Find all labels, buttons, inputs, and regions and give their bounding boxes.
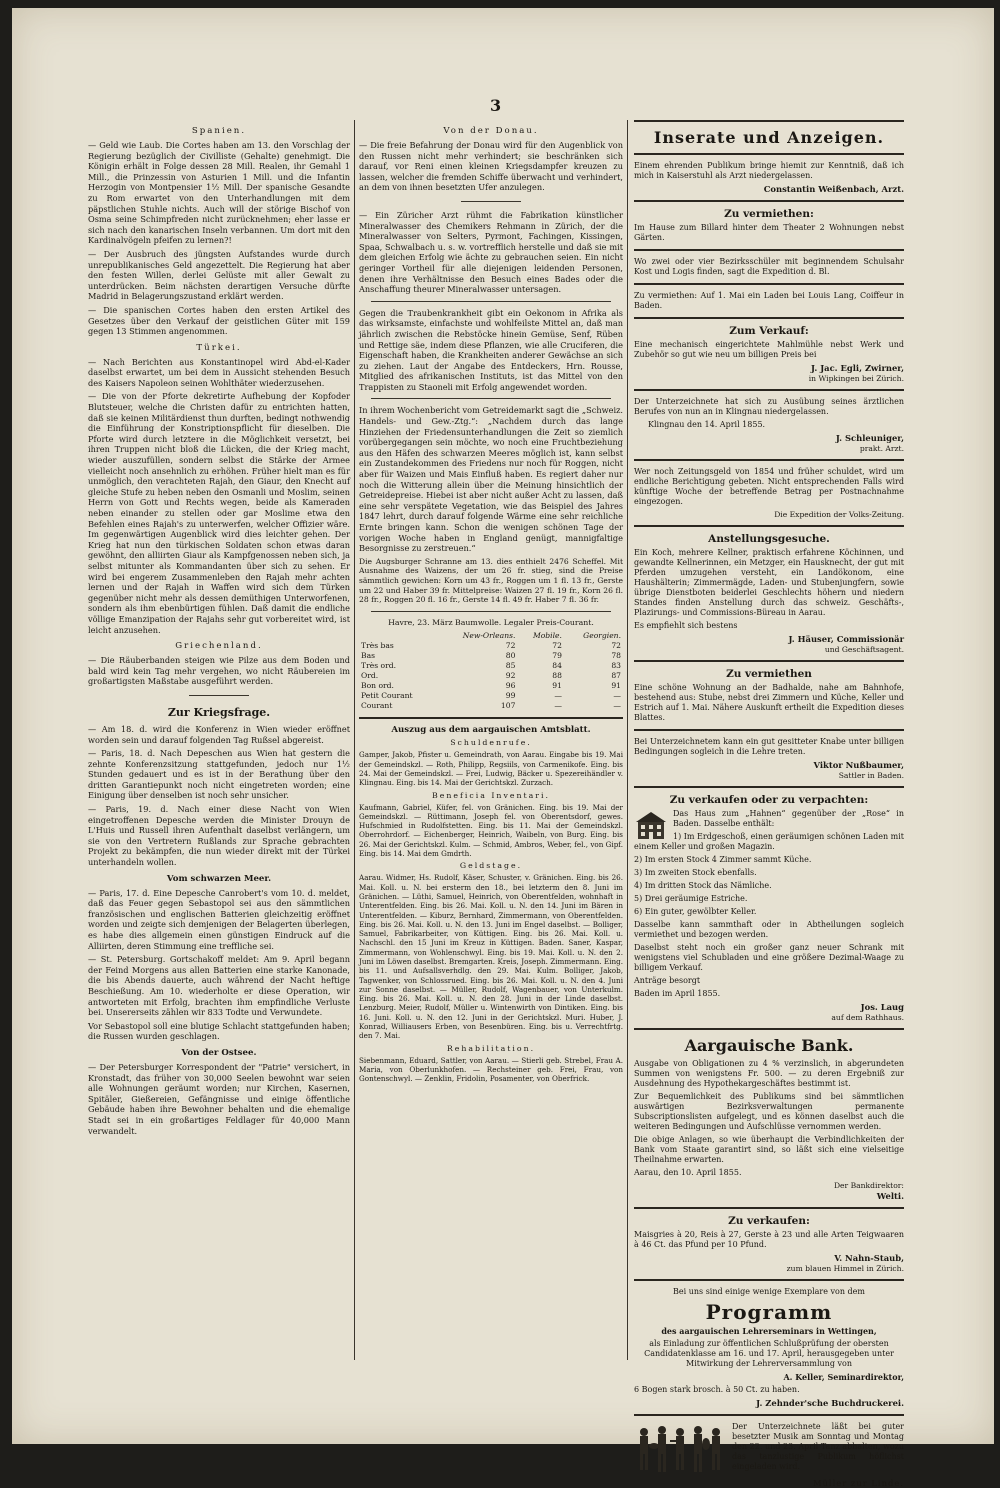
article-paragraph: — Ein Züricher Arzt rühmt die Fabrikation künstlicher Mineralwasser des Chemikers Rehmann in Zürich, der die Mineralwasser von Selters, Pyrmont, Fachingen, Kissingen, Spaa, Schwalbach u. s. w. vortrefflich herstelle und daß sie mit dem gleichen Erfolg wie ächte zu gebrauchen seien. Ein nicht geringer Vortheil für alle diejenigen leidenden Personen, denen ihre Verhältnisse den Besuch eines Bades oder die Anschaffung theurer Mineralwasser untersagen.: [359, 209, 623, 295]
section-divider: [359, 717, 623, 719]
ad-text: Wo zwei oder vier Bezirksschüler mit beginnendem Schulsahr Kost und Logis finden, sagt die Expedition d. Bl.: [634, 257, 904, 276]
table-cell: 72: [552, 641, 562, 651]
ad-heading: Zu verkaufen oder zu verpachten:: [669, 794, 869, 806]
program-title: Programm: [705, 1300, 833, 1324]
bank-paragraph: Ausgabe von Obligationen zu 4 % verzinslich, in abgerundeten Summen von wenigstens Fr. 500. — zu deren Ergebniß zur Ausdehnung des Hypothekargeschäftes bestimmt ist.: [634, 1059, 904, 1088]
table-cell: 96: [505, 681, 516, 691]
table-cell: 83: [611, 661, 621, 671]
article-paragraph: Die Augsburger Schranne am 13. dies enthielt 2476 Scheffel. Mit Ausnahme des Waizens, der um 26 fr. stieg, sind die Preise sämmtlich gewichen: Korn um 43 fr., Roggen um 1 fl. 13 fr., Gerste um 22 und Haber 39 fr. Mittelpreise: Waizen 27 fl. 19 fr., Korn 26 fl. 28 fr., Roggen 20 fl. 16 fr., Gerste 14 fl. 49 fr. Haber 7 fl. 36 fr.: [359, 556, 623, 605]
table-cell: 107: [500, 701, 516, 711]
table-cell: 91: [611, 681, 621, 691]
ad-heading: Anstellungsgesuche.: [708, 533, 830, 545]
article-paragraph: — Paris, 17. d. Eine Depesche Canrobert's vom 10. d. meldet, daß das Feuer gegen Sebastopol sei aus den sämmtlichen französischen und englischen Batterien gleichzeitig eröffnet worden und zeigte sich demjenigen der Belagerten überlegen, es habe dies allgemein einen günstigen Eindruck auf die Alliirten, deren Stimmung eine treffliche sei.: [88, 887, 350, 951]
ad-text: Das Haus zum „Hahnen“ gegenüber der „Rose“ in Baden. Dasselbe enthält:: [673, 809, 904, 828]
section-divider: [189, 695, 249, 696]
ad-signature-sub: Sattler in Baden.: [838, 771, 904, 780]
ad-signature: Viktor Nußbaumer,: [813, 760, 904, 770]
table-cell: Ord.: [361, 671, 379, 681]
ad-signature: Constantin Weißenbach, Arzt.: [763, 184, 904, 194]
divider: [634, 525, 904, 527]
ad-signature-sub: zum blauen Himmel in Zürich.: [786, 1264, 904, 1273]
ad-heading: Zu vermiethen: [726, 668, 812, 680]
divider: [634, 1414, 904, 1416]
table-cell: —: [613, 691, 621, 701]
divider: [634, 660, 904, 662]
ad-list-item: 5) Drei geräumige Estriche.: [634, 894, 748, 903]
table-row: [359, 681, 623, 691]
table-cell: 84: [552, 661, 562, 671]
ad-list-item: 2) Im ersten Stock 4 Zimmer sammt Küche.: [634, 855, 812, 864]
ad-heading: Zu verkaufen:: [728, 1215, 810, 1227]
article-paragraph: — Die von der Pforte dekretirte Aufhebung der Kopfoder Blutsteuer, welche die Christen dafür zu entrichten hatten, daß sie keinen Militärdienst thun durften, bedingt nothwendig die Einführung der Konstriptionspflicht für dieselben. Die Pforte wird durch letztere in die Möglichkeit versetzt, bei ihren Truppen nicht bloß die Lücken, die der Krieg macht, wieder auszufüllen, sondern selbst die Stärke der Armee vielleicht noch ansehnlich zu erhöhen. Früher hielt man es für unmöglich, den verachteten Rajah, den Giaur, den Knecht auf gleiche Stufe zu heben neben den Osmanli und Moslim, seinen Herrn von Gott und Rechts wegen, beide als Kameraden neben einander zu stellen oder gar Moslime etwa den Befehlen eines Rajah's zu unterwerfen, welcher Offizier wäre. Im gegenwärtigen Augenblick wird dies leichter gehen. Der Krieg hat nun den türkischen Soldaten schon etwas daran gewöhnt, den alliirten Giaur als Kampfgenossen neben sich, ja selbst mitunter als Kommandanten über sich zu sehen. Er wird bei engerem Zusammenleben den Rajah mehr achten lernen und der Rajah in Waffen wird sich dem Türken gegenüber nicht mehr als dessen demüthigen Unterworfenen, sondern als ihm ebenbürtigen fühlen. Daß damit die endliche völlige Emanzipation der Rajahs sehr gut vorbereitet wird, ist leicht anzusehen.: [88, 391, 350, 635]
table-cell: 72: [611, 641, 621, 651]
ad-signature: V. Nahn-Staub,: [834, 1253, 904, 1263]
article-paragraph: — Geld wie Laub. Die Cortes haben am 13. den Vorschlag der Regierung bezüglich der Civilliste (Gehalte) genehmigt. Die Königin erhält in Folge dessen 28 Mill. Realen, ihr Gemahl 1 Mill., die Prinzessin von Asturien 1 Mill. und die Infantin Herzogin von Montpensier 1½ Mill. Der spanische Gesandte zu Rom erwartet von den Unterhandlungen mit dem päpstlichen Stuhle nichts. Auch will der störige Bischof von Osma seine Schimpfreden nicht zurücknehmen; eher lasse er sich nach den kanarischen Inseln verbannen. Um dort mit den Kardinalvögeln pfeifen zu lernen?!: [88, 140, 350, 246]
section-heading-kriegsfrage: Zur Kriegsfrage.: [167, 705, 271, 719]
divider: [634, 153, 904, 155]
ad-text: Zu vermiethen: Auf 1. Mai ein Laden bei Louis Lang, Coiffeur in Baden.: [634, 291, 904, 310]
article-paragraph: — Die Räuberbanden steigen wie Pilze aus dem Boden und bald wird kein Tag mehr vergehen, wo nicht Räubereien im großartigsten Maßstabe ausgeführt werden.: [88, 655, 350, 687]
ad-list-item: 4) Im dritten Stock das Nämliche.: [634, 881, 772, 890]
divider: [634, 729, 904, 731]
table-cell: 99: [505, 691, 516, 701]
ad-signature-sub: in Wipkingen bei Zürich.: [808, 374, 904, 383]
article-paragraph: — Paris, 19. d. Nach einer diese Nacht von Wien eingetroffenen Depesche werden die Minister Drouyn de L'Huis und Russell ihren Aufenthalt daselbst verlängern, um sie von den Vertretern Rußlands zur Sprache gebrachten Projekt zu bekämpfen, die nun wieder direkt mit der Türkei unterhandeln wollen.: [88, 804, 350, 868]
divider: [634, 389, 904, 391]
table-cell: Bas: [361, 651, 376, 661]
bank-title: Aargauische Bank.: [684, 1036, 854, 1055]
amtsblatt-subheading: Schuldenrufe.: [450, 738, 532, 748]
article-paragraph: — Der Petersburger Korrespondent der "Patrie" versichert, in Kronstadt, das früher von 30,000 Seelen bewohnt war seien alle Wohnungen geräumt worden; nur Kirchen, Kasernen, Spitäler, Gießereien, Gefängnisse und einige öffentliche Gebäude haben ihre Bewohner behalten und die ehemalige Stadt sei in ein großartiges Feldlager für 40,000 Mann verwandelt.: [88, 1061, 350, 1136]
ad-text: Im Hause zum Billard hinter dem Theater 2 Wohnungen nebst Gärten.: [634, 223, 904, 242]
ad-list-item: 1) Im Erdgeschoß, einen geräumigen schönen Laden mit einem Keller und großen Magazin.: [634, 832, 904, 851]
house-icon: [634, 810, 668, 840]
table-header-row: [359, 631, 623, 641]
amtsblatt-subheading: Beneficia Inventari.: [432, 790, 550, 800]
ad-date: Baden im April 1855.: [634, 989, 721, 998]
ad-signature: J. Häuser, Commissionär: [788, 634, 904, 644]
ad-text: Der Unterzeichnete läßt bei guter besetzter Musik am Sonntag und Montag den 22. und 23. April Tanz abhalten, wozu das tanzlustige Publikum höflichst eingeladen wird.: [732, 1422, 904, 1471]
table-cell: 87: [611, 671, 621, 681]
section-heading-tuerkei: Türkei.: [196, 342, 242, 353]
ad-text: Wer noch Zeitungsgeld von 1854 und früher schuldet, wird um endliche Berichtigung gebeten. Nicht entsprechenden Falls wird künftige Woche der betreffende Betrag per Postnachnahme eingezogen.: [634, 467, 904, 506]
article-paragraph: — Die freie Befahrung der Donau wird für den Augenblick von den Russen nicht mehr verhindert; sie beschränken sich darauf, vor Reni einen kleinen Kriegsdampfer kreuzen zu lassen, welcher die fremden Schiffe überwacht und verhindert, an dem von ihnen besetzten Ufer anzulegen.: [359, 140, 623, 193]
havre-title: Havre, 23. März Baumwolle. Legaler Preis-Courant.: [388, 617, 594, 627]
column-rule-1: [354, 120, 355, 1360]
column-rule-2: [627, 120, 628, 1360]
ad-text: Eine mechanisch eingerichtete Mahlmühle nebst Werk und Zubehör so gut wie neu um billigen Preis bei: [634, 340, 904, 359]
section-divider: [371, 398, 611, 399]
amtsblatt-paragraph: Gamper, Jakob, Pfister u. Gemeindrath, von Aarau. Eingabe bis 19. Mai der Gemeindskzl. — Roth, Philipp, Regsiils, von Carmenikofe. Eing. bis 24. Mai der Gemeindskzl. — Frei, Ludwig, Bäcker u. Spezereihändler v. Klingnau. Eing. bis 14. Mai der Gerichtskzl. Zurzach.: [359, 750, 623, 788]
cotton-price-table: [359, 631, 623, 711]
section-heading-donau: Von der Donau.: [443, 126, 539, 136]
amtsblatt-subheading: Rehabilitation.: [446, 1043, 536, 1053]
table-header-cell: Mobile.: [532, 631, 562, 641]
program-line: als Einladung zur öffentlichen Schlußprüfung der obersten Candidatenklasse am 16. und 17. April, herausgegeben unter Mitwirkung der Lehrerversammlung von: [644, 1339, 894, 1368]
ad-list-item: 3) Im zweiten Stock ebenfalls.: [634, 868, 757, 877]
article-paragraph: — Die spanischen Cortes haben den ersten Artikel des Gesetzes über den Verkauf der geistlichen Güter mit 159 gegen 13 Stimmen angenommen.: [88, 304, 350, 337]
ad-signature: J. Jac. Egli, Zwirner,: [811, 363, 904, 373]
ad-signature-sub: auf dem Rathhaus.: [831, 1013, 904, 1022]
divider: [634, 1279, 904, 1281]
table-cell: Très ord.: [361, 661, 396, 671]
table-cell: 79: [552, 651, 562, 661]
article-paragraph: Vor Sebastopol soll eine blutige Schlacht stattgefunden haben; die Russen wurden geschlagen.: [88, 1020, 350, 1042]
amtsblatt-heading: Auszug aus dem aargauischen Amtsblatt.: [391, 725, 591, 736]
article-paragraph: — Nach Berichten aus Konstantinopel wird Abd-el-Kader daselbst erwartet, um bei dem in Aussicht stehenden Besuch des Kaisers Napoleon seinen Wohlthäter wiederzusehen.: [88, 356, 350, 388]
ad-heading: Zu vermiethen:: [724, 208, 814, 220]
musicians-icon: [634, 1424, 726, 1476]
divider: [634, 459, 904, 461]
bank-paragraph: Die obige Anlagen, so wie überhaupt die Verbindlichkeiten der Bank vom Staate garantirt sind, so läßt sich eine vielseitige Theilnahme erwarten.: [634, 1135, 904, 1164]
article-paragraph: — Paris, 18. d. Nach Depeschen aus Wien hat gestern die zehnte Konferenzsitzung stattgefunden, jedoch nur 1½ Stunden gedauert und es ist in der Berathung über den dritten Garantiepunkt noch nicht eingetreten worden; eine Einigung über denselben ist noch sehr unsicher.: [88, 748, 350, 801]
table-cell: 92: [505, 671, 516, 681]
article-paragraph: In ihrem Wochenbericht vom Getreidemarkt sagt die „Schweiz. Handels- und Gew.-Ztg.“: „Nachdem durch das lange Hinziehen der Friedensunterhandlungen die Zeit so ziemlich vorübergegangen sein möchte, wo noch eine Fruchtbeziehung aus den Häfen des schwarzen Meeres möglich ist, kann selbst ein Zustandekommen des Friedens nur noch für Roggen, nicht aber für Waizen und Mais Einfluß haben. Es regiert daher nur noch die Witterung allein über die Meinung hinsichtlich der Getreidepreise. Hiebei ist aber nicht außer Acht zu lassen, daß eine sehr verspätete Vegetation, wie das Beispiel des Jahres 1847 lehrt, durch darauf folgende Wärme eine sehr reichliche Ernte bringen kann. Schon die wenigen schönen Tage der vorigen Woche haben in England genügt, mannigfaltige Besorgnisse zu zerstreuen.“: [359, 405, 623, 554]
table-row: [359, 691, 623, 701]
section-heading-griechenland: Griechenland.: [175, 641, 263, 652]
top-rule: [634, 120, 904, 122]
table-row: [359, 671, 623, 681]
table-cell: 80: [505, 651, 516, 661]
divider: [634, 200, 904, 202]
program-intro: Bei uns sind einige wenige Exemplare von dem: [673, 1287, 865, 1296]
table-cell: Très bas: [361, 641, 394, 651]
table-row: [359, 651, 623, 661]
table-cell: —: [554, 701, 562, 711]
article-paragraph: Gegen die Traubenkrankheit gibt ein Oekonom in Afrika als das wirksamste, einfachste und wohlfeilste Mittel an, daß man jährlich zwischen die Rebstöcke hinein Gemüse, Senf, Rüben und Rettige säe, indem diese Pflanzen, wie alle Cruciferen, die Eigenschaft haben, die Krankheiten anderer Gewächse an sich zu ziehen. Laut der Angabe des Entdeckers, Hrn. Rousse, Mitglied des afrikanischen Instituts, ist das Mittel von den Trappisten zu Staoneli mit Erfolg angewendet worden.: [359, 307, 623, 392]
ad-text: Ein Koch, mehrere Kellner, praktisch erfahrene Köchinnen, und gewandte Kellnerinnen, ein Metzger, ein Hausknecht, der gut mit Pferden umzugehen versteht, ein Landökonom, eine Haushälterin; Zimmermägde, Laden- und Stubenjungfern, sowie übrige Dienstboten beiderlei Geschlechts höhern und niedern Standes finden Anstellung durch das schweiz. Geschäfts-, Plazirungs- und Commissions-Büreau in Aarau.: [634, 548, 904, 617]
table-header-cell: [359, 631, 437, 641]
ad-signature: Müller zur Linde.: [812, 1478, 904, 1488]
program-line: 6 Bogen stark brosch. à 50 Ct. zu haben.: [634, 1385, 800, 1394]
table-cell: 72: [505, 641, 516, 651]
ad-text: Einem ehrenden Publikum bringe hiemit zur Kenntniß, daß ich mich in Kaiserstuhl als Arzt niedergelassen.: [634, 161, 904, 180]
table-cell: 91: [552, 681, 562, 691]
table-cell: —: [554, 691, 562, 701]
divider: [634, 786, 904, 788]
amtsblatt-paragraph: Kaufmann, Gabriel, Küfer, fel. von Gränichen. Eing. bis 19. Mai der Gemeindskzl. — Rüttimann, Joseph fel. von Oberentsdorf, gewes. Hufschmied in Rudolfstetten. Eing. bis 11. Mai der Gemeindskzl. Oberrohrdorf. — Eichenberger, Heinrich, Waibeln, von Burg. Eing. bis 26. Mai der Gerichtskzl. Kulm. — Schmid, Ambros, Weber, fel., von Gipf. Eing. bis 14. Mai dem Gmdrth.: [359, 802, 623, 859]
amtsblatt-paragraph: Siebenmann, Eduard, Sattler, von Aarau. — Stierli geb. Strebel, Frau A. Maria, von Oberlunkhofen. — Rechsteiner geb. Frei, Frau, von Gontenschwyl. — Zenklin, Fridolin, Posamenter, von Oberfrick.: [359, 1055, 623, 1084]
bank-paragraph: Zur Bequemlichkeit des Publikums sind bei sämmtlichen auswärtigen Bezirksverwaltungen permanente Subscriptionslisten aufgelegt, und es können daselbst auch die weiteren Bedingungen und Aufschlüsse vernommen werden.: [634, 1092, 904, 1131]
ad-signature-sub: und Geschäftsagent.: [824, 645, 904, 654]
section-heading-schwarzes-meer: Vom schwarzen Meer.: [166, 873, 272, 884]
column-news-1: [88, 120, 350, 1139]
ad-text: Eine schöne Wohnung an der Badhalde, nahe am Bahnhofe, bestehend aus: Stube, nebst drei Zimmern und Küche, Keller und Estrich auf 1. Mai. Nähere Auskunft ertheilt die Expedition dieses Blattes.: [634, 683, 904, 722]
column-advertisements: [634, 120, 904, 1488]
bank-signature-label: Der Bankdirektor:: [833, 1181, 904, 1190]
table-cell: 88: [552, 671, 562, 681]
ad-text: Dasselbe kann sammthaft oder in Abtheilungen sogleich vermiethet und bezogen werden.: [634, 920, 904, 939]
article-paragraph: — St. Petersburg. Gortschakoff meldet: Am 9. April begann der Feind Morgens aus allen Batterien eine starke Kanonade, die bis Abends dauerte, auch während der Nacht heftige Beschießung. Am 10. wiederholte er diese Operation, wir antworteten mit Erfolg, brachten ihm empfindliche Verluste bei. Unsererseits zählen wir 833 Todte und Verwundete.: [88, 954, 350, 1018]
table-header-cell: Georgien.: [583, 631, 621, 641]
section-heading-spanien: Spanien.: [191, 126, 247, 136]
table-row: [359, 701, 623, 711]
ad-list-item: 6) Ein guter, gewölbter Keller.: [634, 907, 757, 916]
ad-signature: Jos. Laug: [860, 1002, 904, 1012]
amtsblatt-paragraph: Aarau. Widmer, Hs. Rudolf, Käser, Schuster, v. Gränichen. Eing. bis 26. Mai. Koll. u. N. bei ersterm den 18., bei letzterm den 8. Juni im Gränichen. — Lüthi, Samuel, Heinrich, von Oberentfelden, wohnhaft in Unterentfelden. Eing. bis 26. Mai. Koll. u. N. den 14. Juni im Bären in Unterentfelden. — Kiburz, Bernhard, Zimmermann, von Oberentfelden. Eing. bis 26. Mai. Koll. u. N. den 13. Juni im Engel daselbst. — Bolliger, Samuel, Fabrikarbeiter, von Küttigen. Eing. bis 26. Mai. Koll. u. Nachschl. den 15 Juni im Kreuz in Küttigen. Baden. Saner, Kaspar, Zimmermann, von Wohlenschwyl. Eing. bis 19. Mai. Koll. u. N. den 2. Juni im Löwen daselbst. Bremgarten. Kreis, Joseph. Zimmermann. Eing. bis 11. und Aufsallsverhdlg. den 29. Mai. Kulm. Bolliger, Jakob, Tagwenker, von Schlossrued. Eing. bis 26. Mai. Koll. u. N. den 4. Juni zur Sonne daselbst. — Müller, Rudolf, Wagenbauer, von Unterkulm. Eing. bis 26. Mai. Koll. u. N. den 28. Juni in der Linde daselbst. Lenzburg. Meier, Rudolf, Müller u. Wintenwirth von Dintiken. Eing. bis 16. Juni. Koll. u. N. den 12. Juni in der Gerichtskzl. Muri. Huber, J. Konrad, Williausers Erben, von Besenbüren. Eing. bis u. Verrechtfrtg. den 7. Mai.: [359, 873, 623, 1041]
bank-date: Aarau, den 10. April 1855.: [634, 1168, 742, 1177]
table-cell: 78: [611, 651, 621, 661]
ad-text: Maisgries à 20, Reis à 27, Gerste à 23 und alle Arten Teigwaaren à 46 Ct. das Pfund per 10 Pfund.: [634, 1230, 904, 1249]
page-number: 3: [490, 96, 502, 115]
divider: [634, 1028, 904, 1030]
table-row: [359, 641, 623, 651]
ads-title: Inserate und Anzeigen.: [653, 128, 885, 147]
ad-text: Es empfiehlt sich bestens: [634, 621, 738, 630]
section-divider: [461, 201, 521, 202]
table-cell: —: [613, 701, 621, 711]
ad-signature: Die Expedition der Volks-Zeitung.: [774, 510, 904, 519]
amtsblatt-subheading: Geldstage.: [459, 861, 523, 871]
table-row: [359, 661, 623, 671]
divider: [634, 249, 904, 251]
divider: [634, 1207, 904, 1209]
section-divider: [371, 301, 611, 302]
article-paragraph: — Am 18. d. wird die Konferenz in Wien wieder eröffnet worden sein und darauf folgenden Tag Rußsel abgereist.: [88, 723, 350, 745]
table-cell: Petit Courant: [361, 691, 413, 701]
table-cell: Courant: [361, 701, 393, 711]
ad-signature: J. Schleuniger,: [835, 433, 904, 443]
divider: [634, 317, 904, 319]
bank-signature: Welti.: [876, 1191, 904, 1201]
column-news-2: [359, 120, 623, 1087]
ad-date: Klingnau den 14. April 1855.: [648, 420, 766, 429]
ad-signature-sub: prakt. Arzt.: [859, 444, 904, 453]
ad-text: Anträge besorgt: [634, 976, 701, 985]
ad-heading: Zum Verkauf:: [729, 325, 809, 337]
table-cell: 85: [505, 661, 516, 671]
program-signature: J. Zehnder'sche Buchdruckerei.: [756, 1398, 904, 1408]
newspaper-page: [12, 8, 994, 1488]
ad-text: Bei Unterzeichnetem kann ein gut gesitteter Knabe unter billigen Bedingungen sogleich in die Lehre treten.: [634, 737, 904, 756]
section-heading-ostsee: Von der Ostsee.: [181, 1047, 257, 1058]
article-paragraph: — Der Ausbruch des jüngsten Aufstandes wurde durch unrepublikanisches Geld angezettelt. Die Regierung hat aber den festen Willen, derlei Gelüste mit aller Gewalt zu unterdrücken. Beim nächsten derartigen Versuche dürfte Madrid in Belagerungszustand erklärt werden.: [88, 248, 350, 302]
divider: [634, 283, 904, 285]
ad-text: Der Unterzeichnete hat sich zu Ausübung seines ärztlichen Berufes von nun an in Klingnau niedergelassen.: [634, 397, 904, 416]
table-cell: Bon ord.: [361, 681, 394, 691]
table-header-cell: New-Orleans.: [462, 631, 516, 641]
ad-text: Daselbst steht noch ein großer ganz neuer Schrank mit wenigstens viel Schubladen und eine größere Dezimal-Waage zu billigem Verkauf.: [634, 943, 904, 972]
section-divider: [371, 611, 611, 612]
program-line: A. Keller, Seminardirektor,: [783, 1372, 904, 1382]
program-line: des aargauischen Lehrerseminars in Wettingen,: [661, 1326, 877, 1336]
